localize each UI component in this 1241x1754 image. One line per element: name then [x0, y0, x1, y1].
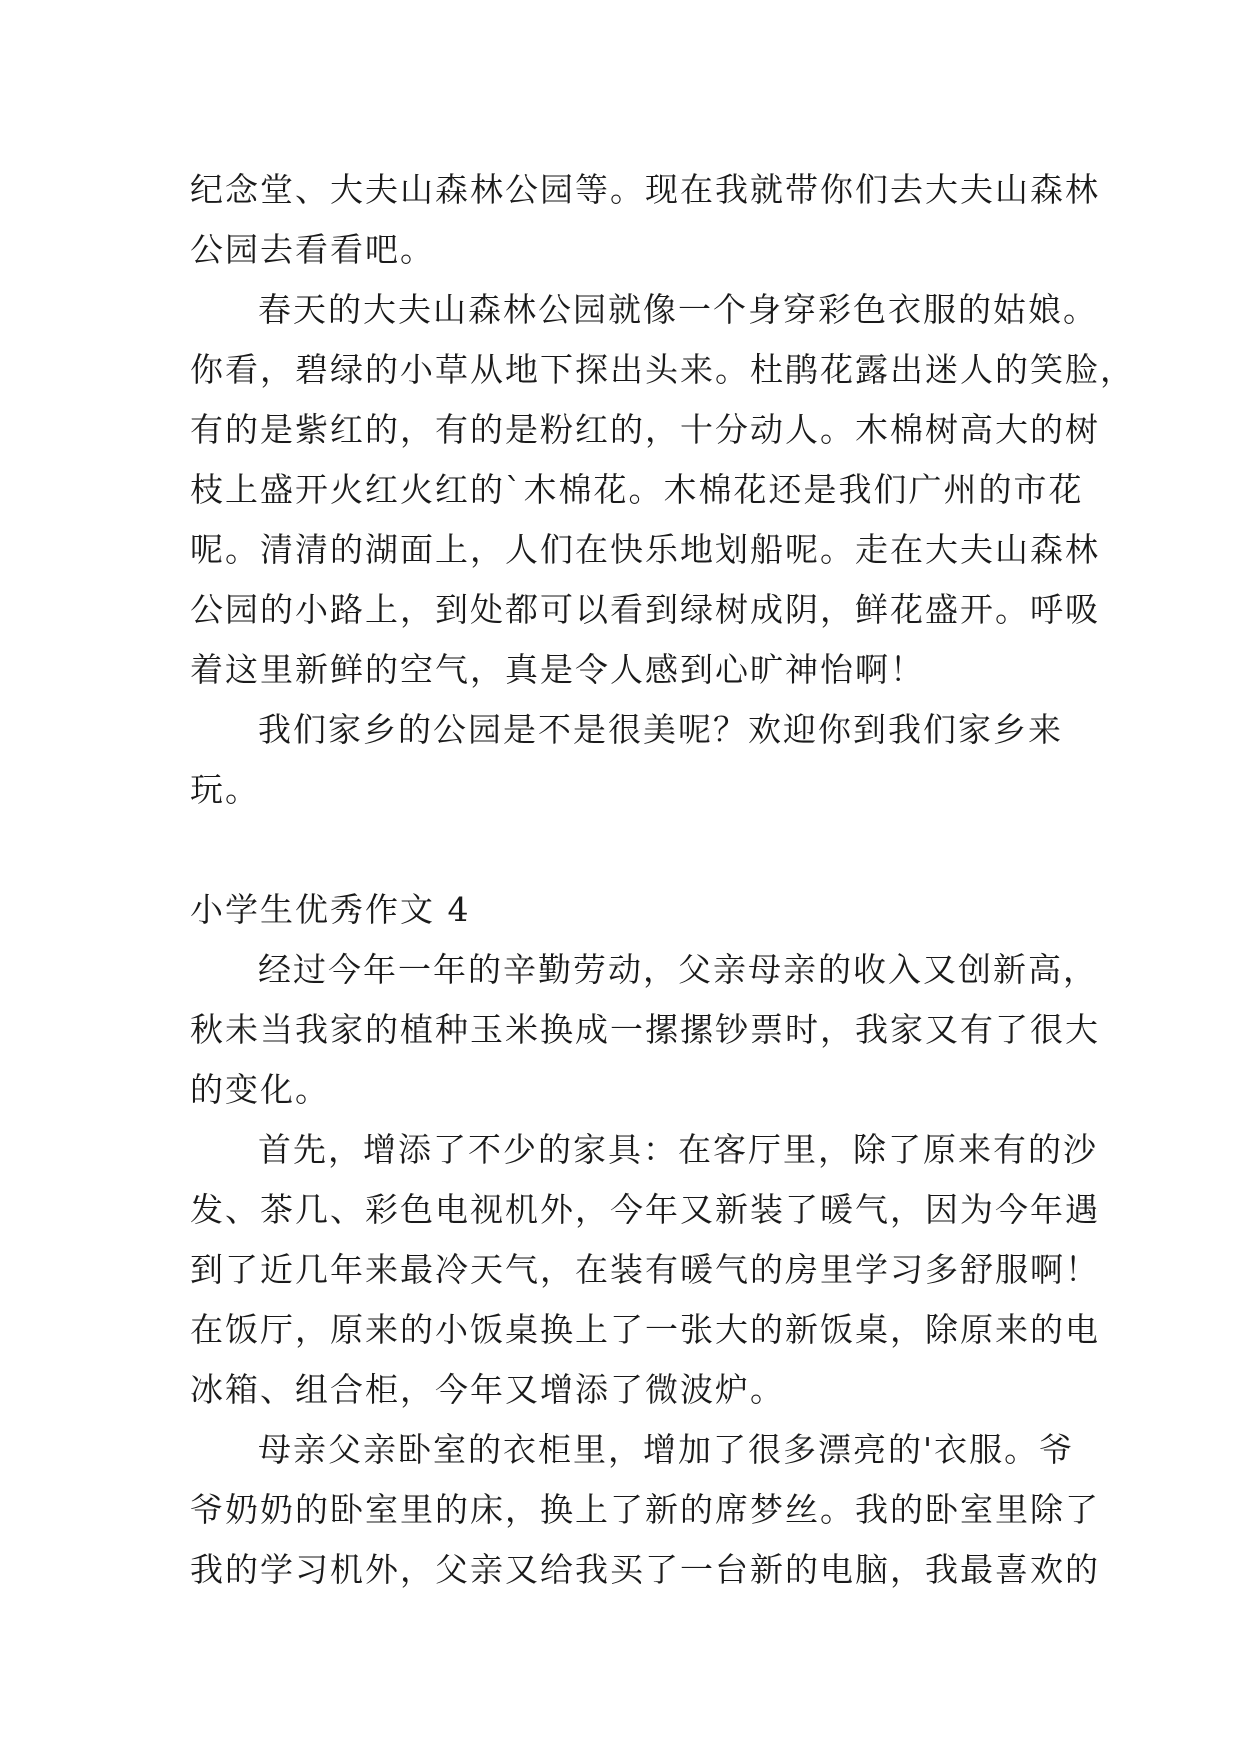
paragraph-1	[190, 160, 1100, 280]
text-line: 你看，碧绿的小草从地下探出头来。杜鹃花露出迷人的笑脸，	[190, 350, 1135, 389]
text-line: 爷奶奶的卧室里的床，换上了新的席梦丝。我的卧室里除了	[190, 1490, 1100, 1529]
text-line: 公园的小路上，到处都可以看到绿树成阴，鲜花盛开。呼吸	[190, 590, 1100, 629]
paragraph-3	[190, 700, 1070, 820]
text-line: 枝上盛开火红火红的`木棉花。木棉花还是我们广州的市花	[190, 470, 1084, 509]
text-line: 在饭厅，原来的小饭桌换上了一张大的新饭桌，除原来的电	[190, 1310, 1100, 1349]
paragraph-4	[190, 940, 1100, 1120]
text-line: 到了近几年来最冷天气，在装有暖气的房里学习多舒服啊！	[190, 1250, 1100, 1289]
text-line: 春天的大夫山森林公园就像一个身穿彩色衣服的姑娘。	[258, 290, 1098, 329]
document-body	[190, 160, 1135, 1600]
text-line: 纪念堂、大夫山森林公园等。现在我就带你们去大夫山森林	[190, 170, 1100, 209]
text-line: 有的是紫红的，有的是粉红的，十分动人。木棉树高大的树	[190, 410, 1100, 449]
paragraph-6	[190, 1420, 1100, 1600]
text-line: 呢。清清的湖面上，人们在快乐地划船呢。走在大夫山森林	[190, 530, 1100, 569]
paragraph-5	[190, 1120, 1100, 1420]
text-line: 我们家乡的公园是不是很美呢？欢迎你到我们家乡来	[258, 710, 1063, 749]
text-line: 发、茶几、彩色电视机外，今年又新装了暖气，因为今年遇	[190, 1190, 1100, 1229]
paragraph-2	[190, 280, 1135, 700]
text-line: 经过今年一年的辛勤劳动，父亲母亲的收入又创新高，	[258, 950, 1098, 989]
text-line: 母亲父亲卧室的衣柜里，增加了很多漂亮的'衣服。爷	[258, 1430, 1075, 1469]
text-line: 冰箱、组合柜，今年又增添了微波炉。	[190, 1370, 785, 1409]
text-line: 着这里新鲜的空气，真是令人感到心旷神怡啊！	[190, 650, 925, 689]
text-line: 秋未当我家的植种玉米换成一摞摞钞票时，我家又有了很大	[190, 1010, 1100, 1049]
text-line: 的变化。	[190, 1070, 330, 1109]
text-line: 玩。	[190, 770, 260, 809]
section-heading: 小学生优秀作文 4	[190, 890, 471, 929]
text-line: 首先，增添了不少的家具：在客厅里，除了原来有的沙	[258, 1130, 1098, 1169]
section-gap	[190, 820, 1070, 880]
text-line: 我的学习机外，父亲又给我买了一台新的电脑，我最喜欢的	[190, 1550, 1100, 1589]
text-line: 公园去看看吧。	[190, 230, 435, 269]
